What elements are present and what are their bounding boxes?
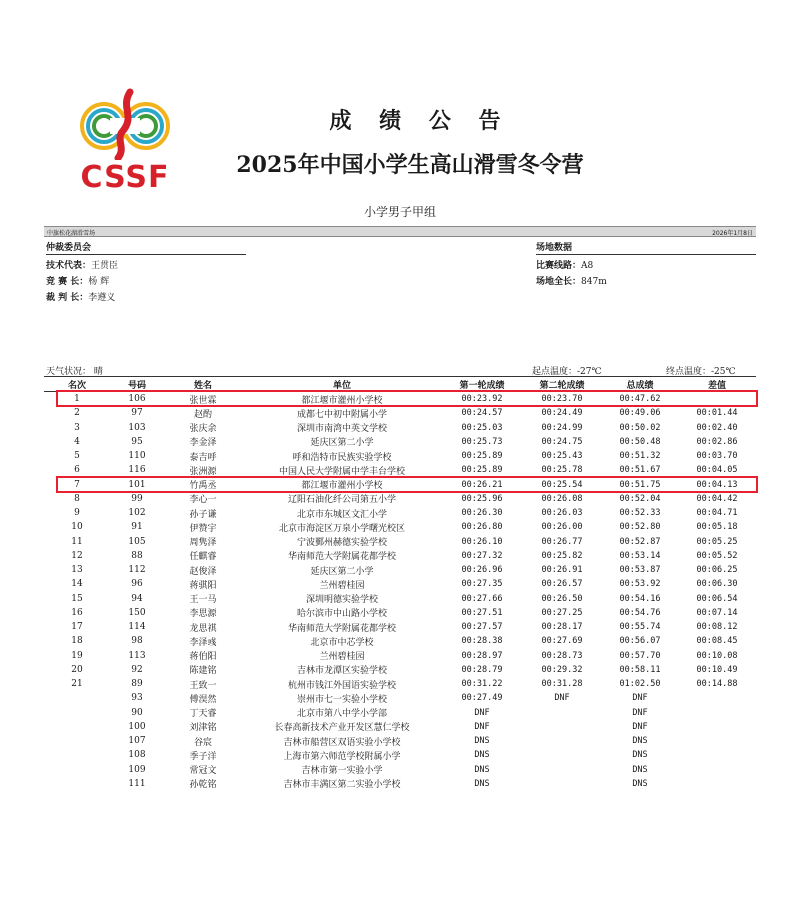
table-cell: 00:51.75 bbox=[619, 479, 661, 490]
table-cell: 103 bbox=[128, 422, 146, 433]
start-temperature: 起点温度：-27℃ bbox=[532, 367, 602, 377]
info-row bbox=[536, 258, 756, 274]
table-cell: 8 bbox=[74, 493, 80, 504]
table-cell: 7 bbox=[74, 479, 80, 490]
table-cell: 00:26.57 bbox=[541, 579, 583, 590]
table-cell: 00:31.22 bbox=[461, 679, 503, 690]
table-cell: 00:26.50 bbox=[541, 593, 583, 604]
table-row bbox=[44, 577, 756, 591]
highlight-box bbox=[56, 390, 758, 407]
table-cell: 00:54.16 bbox=[619, 593, 661, 604]
table-cell: 00:07.14 bbox=[696, 607, 738, 618]
table-cell: 00:10.49 bbox=[696, 664, 738, 675]
table-cell: 00:25.82 bbox=[541, 550, 583, 561]
table-cell: 中国人民大学附属中学丰台学校 bbox=[278, 466, 405, 477]
table-cell: 00:06.25 bbox=[696, 565, 738, 576]
table-cell: 00:25.89 bbox=[461, 465, 503, 476]
column-header: 单位 bbox=[242, 378, 442, 392]
table-row bbox=[44, 435, 756, 449]
table-cell bbox=[678, 763, 756, 777]
table-cell: 北京市东城区文汇小学 bbox=[296, 509, 387, 520]
table-cell: 00:31.28 bbox=[541, 679, 583, 690]
table-cell bbox=[44, 763, 110, 777]
table-cell: 00:26.30 bbox=[461, 508, 503, 519]
table-cell bbox=[678, 720, 756, 734]
highlight-box bbox=[56, 476, 758, 493]
table-cell: 00:25.89 bbox=[461, 451, 503, 462]
info-value: 杨 辉 bbox=[88, 277, 110, 287]
table-row bbox=[44, 691, 756, 705]
table-row bbox=[44, 677, 756, 691]
table-cell: 深圳市南湾中英文学校 bbox=[296, 424, 387, 435]
table-cell: 赵俊泽 bbox=[189, 566, 217, 577]
table-cell: 00:27.51 bbox=[461, 607, 503, 618]
table-cell: 龙思祺 bbox=[189, 623, 217, 634]
table-cell: 00:27.66 bbox=[461, 593, 503, 604]
table-cell: 94 bbox=[131, 593, 143, 604]
table-cell: 王一马 bbox=[189, 595, 217, 606]
table-cell: 21 bbox=[71, 679, 83, 690]
table-cell: 00:27.25 bbox=[541, 607, 583, 618]
table-cell: DNS bbox=[632, 764, 648, 775]
table-cell bbox=[678, 734, 756, 748]
table-cell: 伊赞宇 bbox=[189, 523, 217, 534]
table-cell: 周隽泽 bbox=[189, 538, 217, 549]
table-cell: 00:06.30 bbox=[696, 579, 738, 590]
table-cell: 延庆区第二小学 bbox=[310, 438, 374, 449]
weather-bar bbox=[44, 364, 756, 377]
info-key: 场地全长： bbox=[536, 277, 582, 287]
logo-wordmark: CSSF bbox=[80, 160, 170, 195]
table-cell: 113 bbox=[128, 650, 146, 661]
table-cell: DNS bbox=[474, 736, 490, 747]
table-cell: 102 bbox=[128, 508, 146, 519]
table-cell: 李泽彧 bbox=[189, 637, 217, 648]
table-cell: 吉林市第一实验小学 bbox=[301, 766, 383, 777]
table-cell: 00:04.05 bbox=[696, 465, 738, 476]
table-cell: 00:50.02 bbox=[619, 422, 661, 433]
event-title: 2025年中国小学生高山滑雪冬令营 bbox=[236, 152, 584, 178]
table-cell: 00:23.92 bbox=[461, 394, 503, 405]
table-cell: 孙子谦 bbox=[189, 509, 217, 520]
table-cell: 00:08.45 bbox=[696, 636, 738, 647]
table-cell: 00:05.25 bbox=[696, 536, 738, 547]
table-cell: 00:25.96 bbox=[461, 493, 503, 504]
table-cell: 98 bbox=[131, 636, 143, 647]
table-cell: 108 bbox=[128, 750, 146, 761]
table-cell: DNS bbox=[632, 778, 648, 789]
table-cell: 01:02.50 bbox=[619, 679, 661, 690]
table-cell: 00:24.57 bbox=[461, 408, 503, 419]
table-cell: 刘津铭 bbox=[189, 723, 217, 734]
site-heading: 场地数据 bbox=[536, 240, 756, 255]
table-row bbox=[44, 506, 756, 520]
table-cell: 19 bbox=[71, 650, 83, 661]
table-cell: 丁天睿 bbox=[189, 709, 217, 720]
info-key: 比赛线路： bbox=[536, 261, 582, 271]
info-row bbox=[46, 290, 246, 306]
table-cell: 00:05.18 bbox=[696, 522, 738, 533]
jury-heading: 仲裁委员会 bbox=[46, 240, 246, 255]
table-cell: 季子洋 bbox=[189, 751, 217, 762]
table-cell: DNF bbox=[554, 693, 570, 704]
jury-section bbox=[46, 240, 246, 306]
table-cell: 00:24.75 bbox=[541, 436, 583, 447]
table-cell: 李金泽 bbox=[189, 438, 217, 449]
site-section bbox=[536, 240, 756, 290]
table-cell: 114 bbox=[128, 622, 146, 633]
table-cell: 都江堰市灌州小学校 bbox=[301, 481, 383, 492]
table-cell: 00:06.54 bbox=[696, 593, 738, 604]
table-cell: 李心一 bbox=[189, 495, 217, 506]
table-row bbox=[44, 720, 756, 734]
table-cell bbox=[44, 748, 110, 762]
table-cell: 00:26.96 bbox=[461, 565, 503, 576]
table-cell: 105 bbox=[128, 536, 146, 547]
info-key: 裁 判 长： bbox=[46, 293, 89, 303]
table-cell: DNF bbox=[474, 707, 490, 718]
table-cell: 00:58.11 bbox=[619, 664, 661, 675]
table-cell: 00:28.97 bbox=[461, 650, 503, 661]
table-cell: 100 bbox=[128, 721, 146, 732]
table-row bbox=[44, 520, 756, 534]
table-cell: 00:24.49 bbox=[541, 408, 583, 419]
table-cell: 00:28.79 bbox=[461, 664, 503, 675]
table-cell: 5 bbox=[74, 451, 80, 462]
table-cell: 00:53.14 bbox=[619, 550, 661, 561]
table-cell: 张世霖 bbox=[189, 395, 217, 406]
table-cell: 00:27.49 bbox=[461, 693, 503, 704]
table-cell bbox=[522, 748, 602, 762]
table-cell: DNS bbox=[632, 750, 648, 761]
table-cell: 北京市第八中学小学部 bbox=[296, 709, 387, 720]
table-cell: 王致一 bbox=[189, 680, 217, 691]
table-cell: 北京市海淀区万泉小学曙光校区 bbox=[278, 523, 405, 534]
venue-label: 中旗松花湖滑雪场 bbox=[47, 230, 96, 237]
table-cell: 00:02.86 bbox=[696, 436, 738, 447]
table-cell: 99 bbox=[131, 493, 143, 504]
table-cell: 00:05.52 bbox=[696, 550, 738, 561]
table-cell: 00:14.88 bbox=[696, 679, 738, 690]
info-row bbox=[536, 274, 756, 290]
weather-condition: 天气状况： 晴 bbox=[46, 367, 103, 377]
table-cell: 00:04.13 bbox=[696, 479, 738, 490]
info-key: 技术代表： bbox=[46, 261, 92, 271]
table-cell: 竹禹丞 bbox=[189, 481, 217, 492]
table-cell: DNS bbox=[474, 750, 490, 761]
column-header: 号码 bbox=[110, 378, 164, 392]
table-cell: 13 bbox=[71, 565, 83, 576]
table-cell: 92 bbox=[131, 664, 143, 675]
table-cell: 00:52.04 bbox=[619, 493, 661, 504]
table-cell: 哈尔滨市中山路小学校 bbox=[296, 609, 387, 620]
table-cell: 泰吉呼 bbox=[189, 452, 217, 463]
table-cell: 00:26.03 bbox=[541, 508, 583, 519]
table-row bbox=[44, 649, 756, 663]
table-cell: DNF bbox=[632, 721, 648, 732]
table-cell: 3 bbox=[74, 422, 80, 433]
table-cell bbox=[522, 720, 602, 734]
info-row bbox=[46, 258, 246, 274]
table-cell: 00:24.99 bbox=[541, 422, 583, 433]
table-cell: 00:56.07 bbox=[619, 636, 661, 647]
table-cell: 1 bbox=[74, 394, 80, 405]
table-cell: 上海市第六师范学校附属小学 bbox=[283, 751, 401, 762]
table-cell: 95 bbox=[131, 436, 143, 447]
column-header: 总成绩 bbox=[602, 378, 678, 392]
table-cell: 00:10.08 bbox=[696, 650, 738, 661]
table-row bbox=[44, 663, 756, 677]
table-row bbox=[44, 592, 756, 606]
table-cell: 张洲源 bbox=[189, 466, 217, 477]
table-cell: 17 bbox=[71, 622, 83, 633]
table-row bbox=[44, 763, 756, 777]
table-cell: 宁波鄞州赫德实验学校 bbox=[296, 538, 387, 549]
table-cell bbox=[44, 691, 110, 705]
table-cell: 北京市中芯学校 bbox=[310, 637, 374, 648]
table-cell: 00:57.70 bbox=[619, 650, 661, 661]
table-cell: 呼和浩特市民族实验学校 bbox=[292, 452, 392, 463]
column-header: 名次 bbox=[44, 378, 110, 392]
table-row bbox=[44, 406, 756, 420]
info-key: 竞 赛 长： bbox=[46, 277, 89, 287]
table-cell bbox=[678, 706, 756, 720]
table-cell: 都江堰市灌州小学校 bbox=[301, 395, 383, 406]
table-cell: 00:27.57 bbox=[461, 622, 503, 633]
table-cell: 18 bbox=[71, 636, 83, 647]
table-cell: 00:01.44 bbox=[696, 408, 738, 419]
table-cell: 00:51.32 bbox=[619, 451, 661, 462]
table-cell: 辽阳石油化纤公司第五小学 bbox=[287, 495, 396, 506]
table-cell: 00:25.78 bbox=[541, 465, 583, 476]
table-cell: 00:50.48 bbox=[619, 436, 661, 447]
table-cell: 00:25.73 bbox=[461, 436, 503, 447]
table-cell bbox=[44, 720, 110, 734]
table-cell: 4 bbox=[74, 436, 80, 447]
table-cell: 88 bbox=[131, 550, 143, 561]
table-cell: 15 bbox=[71, 593, 83, 604]
table-cell: 吉林市龙潭区实验学校 bbox=[296, 666, 387, 677]
table-cell bbox=[522, 763, 602, 777]
table-cell: 111 bbox=[128, 778, 146, 789]
table-cell: 吉林市丰满区第二实验小学校 bbox=[283, 780, 401, 791]
table-cell: 00:26.80 bbox=[461, 522, 503, 533]
table-cell: 20 bbox=[71, 664, 83, 675]
table-cell: 00:26.00 bbox=[541, 522, 583, 533]
table-row bbox=[44, 734, 756, 748]
info-bar bbox=[44, 226, 756, 237]
page-title: 成 绩 公 告 bbox=[329, 108, 511, 134]
group-title: 小学男子甲组 bbox=[363, 205, 436, 219]
table-cell: 00:52.87 bbox=[619, 536, 661, 547]
column-header: 姓名 bbox=[164, 378, 242, 392]
info-value: 847m bbox=[581, 277, 607, 287]
table-cell: 116 bbox=[128, 465, 146, 476]
table-cell: 傅淏然 bbox=[189, 694, 217, 705]
table-cell: DNS bbox=[474, 778, 490, 789]
table-cell: 蒋伯阳 bbox=[189, 652, 217, 663]
table-cell: 10 bbox=[71, 522, 83, 533]
info-value: 李遵义 bbox=[88, 293, 116, 303]
table-cell: 00:54.76 bbox=[619, 607, 661, 618]
table-cell: 93 bbox=[131, 693, 143, 704]
table-cell: 兰州碧桂园 bbox=[319, 652, 365, 663]
table-cell: 00:04.71 bbox=[696, 508, 738, 519]
table-cell: 00:25.54 bbox=[541, 479, 583, 490]
table-cell: 深圳明德实验学校 bbox=[305, 595, 378, 606]
table-cell: 91 bbox=[131, 522, 143, 533]
table-cell bbox=[678, 748, 756, 762]
table-cell: 孙乾铭 bbox=[189, 780, 217, 791]
table-cell: 00:52.33 bbox=[619, 508, 661, 519]
table-cell: 00:51.67 bbox=[619, 465, 661, 476]
table-cell: 00:08.12 bbox=[696, 622, 738, 633]
table-cell: DNF bbox=[632, 707, 648, 718]
table-cell: 任麒睿 bbox=[189, 552, 217, 563]
table-cell: 常冠文 bbox=[189, 766, 217, 777]
table-row bbox=[44, 549, 756, 563]
table-cell: 谷宸 bbox=[193, 737, 212, 748]
table-cell: 长春高新技术产业开发区慧仁学校 bbox=[274, 723, 410, 734]
date-label: 2026年1月8日 bbox=[712, 230, 753, 237]
table-cell: 00:26.21 bbox=[461, 479, 503, 490]
table-cell: 赵酌 bbox=[193, 409, 212, 420]
table-cell: 00:55.74 bbox=[619, 622, 661, 633]
table-cell: 杭州市钱江外国语实验学校 bbox=[287, 680, 396, 691]
table-cell: 00:25.03 bbox=[461, 422, 503, 433]
table-cell: DNS bbox=[474, 764, 490, 775]
table-row bbox=[44, 748, 756, 762]
table-cell: 12 bbox=[71, 550, 83, 561]
table-cell: 150 bbox=[128, 607, 146, 618]
table-cell: 00:28.38 bbox=[461, 636, 503, 647]
table-cell: 00:28.73 bbox=[541, 650, 583, 661]
table-cell: 109 bbox=[128, 764, 146, 775]
table-cell: 崇州市七一实验小学校 bbox=[296, 694, 387, 705]
table-cell: 14 bbox=[71, 579, 83, 590]
table-cell bbox=[522, 777, 602, 791]
table-cell: 2 bbox=[74, 408, 80, 419]
results-table bbox=[44, 378, 756, 791]
column-header: 第二轮成绩 bbox=[522, 378, 602, 392]
table-cell bbox=[522, 734, 602, 748]
table-cell: 00:53.87 bbox=[619, 565, 661, 576]
table-cell: 00:27.32 bbox=[461, 550, 503, 561]
table-row bbox=[44, 706, 756, 720]
table-cell: 00:26.91 bbox=[541, 565, 583, 576]
table-cell: 11 bbox=[71, 536, 83, 547]
table-cell: 00:29.32 bbox=[541, 664, 583, 675]
column-header: 第一轮成绩 bbox=[442, 378, 522, 392]
table-row bbox=[44, 535, 756, 549]
table-cell: 110 bbox=[128, 451, 146, 462]
table-cell: DNF bbox=[632, 693, 648, 704]
table-cell: 00:03.70 bbox=[696, 451, 738, 462]
table-cell: 00:53.92 bbox=[619, 579, 661, 590]
table-cell: 华南师范大学附属花都学校 bbox=[287, 623, 396, 634]
table-cell: 9 bbox=[74, 508, 80, 519]
table-cell: 00:02.40 bbox=[696, 422, 738, 433]
table-cell: 00:23.70 bbox=[541, 394, 583, 405]
table-cell: 00:25.43 bbox=[541, 451, 583, 462]
column-header: 差值 bbox=[678, 378, 756, 392]
table-cell: 张庆余 bbox=[189, 424, 217, 435]
table-cell: 16 bbox=[71, 607, 83, 618]
finish-temperature: 终点温度：-25℃ bbox=[666, 367, 736, 377]
table-cell: 陈建铭 bbox=[189, 666, 217, 677]
table-cell: 00:52.80 bbox=[619, 522, 661, 533]
table-cell: DNF bbox=[474, 721, 490, 732]
table-cell: 00:04.42 bbox=[696, 493, 738, 504]
table-cell: 00:47.62 bbox=[619, 394, 661, 405]
table-cell: 成都七中初中附属小学 bbox=[296, 409, 387, 420]
table-row bbox=[44, 606, 756, 620]
table-row bbox=[44, 421, 756, 435]
table-cell bbox=[44, 706, 110, 720]
table-cell bbox=[44, 777, 110, 791]
table-cell: 延庆区第二小学 bbox=[310, 566, 374, 577]
table-cell: 90 bbox=[131, 707, 143, 718]
table-cell: 101 bbox=[128, 479, 146, 490]
table-cell: 106 bbox=[128, 394, 146, 405]
table-cell: 华南师范大学附属花都学校 bbox=[287, 552, 396, 563]
table-cell: 00:27.69 bbox=[541, 636, 583, 647]
table-cell: 00:26.10 bbox=[461, 536, 503, 547]
table-cell: 00:26.08 bbox=[541, 493, 583, 504]
table-cell: DNS bbox=[632, 736, 648, 747]
table-cell: 00:49.06 bbox=[619, 408, 661, 419]
table-cell: 6 bbox=[74, 465, 80, 476]
table-cell: 00:27.35 bbox=[461, 579, 503, 590]
table-cell: 李思源 bbox=[189, 609, 217, 620]
info-value: 王贯臣 bbox=[91, 261, 119, 271]
table-cell: 兰州碧桂园 bbox=[319, 580, 365, 591]
table-cell: 00:26.77 bbox=[541, 536, 583, 547]
table-cell bbox=[678, 777, 756, 791]
table-cell: 89 bbox=[131, 679, 143, 690]
table-cell: 00:28.17 bbox=[541, 622, 583, 633]
table-cell: 96 bbox=[131, 579, 143, 590]
table-cell bbox=[678, 691, 756, 705]
table-row bbox=[44, 563, 756, 577]
table-cell: 吉林市船营区双语实验小学校 bbox=[283, 737, 401, 748]
info-value: A8 bbox=[581, 261, 594, 271]
table-cell: 97 bbox=[131, 408, 143, 419]
info-row bbox=[46, 274, 246, 290]
table-row bbox=[44, 777, 756, 791]
table-cell bbox=[44, 734, 110, 748]
table-cell: 112 bbox=[128, 565, 146, 576]
table-row bbox=[44, 634, 756, 648]
table-cell: 蒋骐阳 bbox=[189, 580, 217, 591]
table-cell: 107 bbox=[128, 736, 146, 747]
table-cell bbox=[522, 706, 602, 720]
table-row bbox=[44, 449, 756, 463]
table-row bbox=[44, 620, 756, 634]
table-row bbox=[44, 492, 756, 506]
